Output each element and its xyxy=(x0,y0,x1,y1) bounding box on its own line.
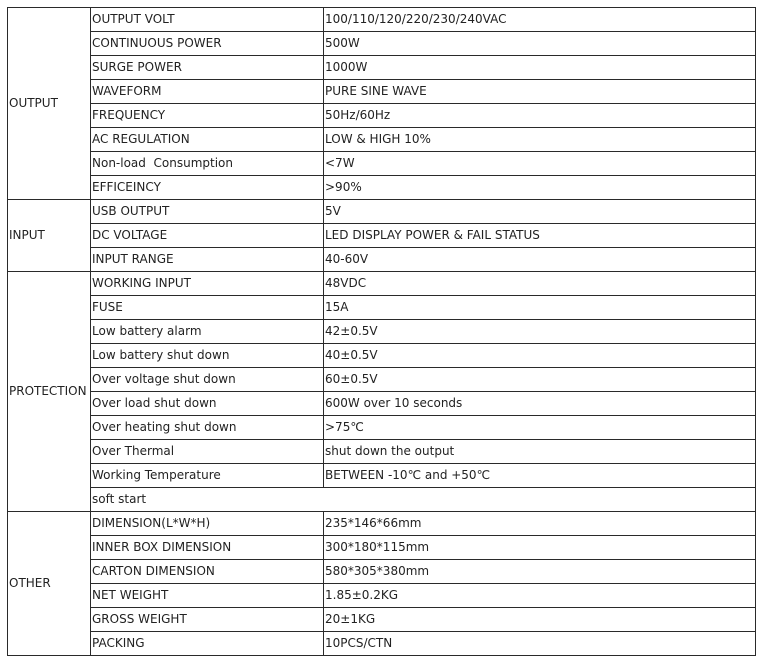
table-row xyxy=(8,608,756,632)
spec-value: shut down the output xyxy=(324,440,756,464)
table-row xyxy=(8,416,756,440)
spec-label: FUSE xyxy=(91,296,324,320)
section-label-other: OTHER xyxy=(8,512,91,656)
spec-value: 50Hz/60Hz xyxy=(324,104,756,128)
table-row xyxy=(8,224,756,248)
spec-value: LOW & HIGH 10% xyxy=(324,128,756,152)
spec-label: Over heating shut down xyxy=(91,416,324,440)
spec-value: 40±0.5V xyxy=(324,344,756,368)
spec-value: 235*146*66mm xyxy=(324,512,756,536)
table-row xyxy=(8,200,756,224)
spec-value: <7W xyxy=(324,152,756,176)
spec-label: Non-load Consumption xyxy=(91,152,324,176)
table-row xyxy=(8,392,756,416)
spec-label: DIMENSION(L*W*H) xyxy=(91,512,324,536)
spec-value: 48VDC xyxy=(324,272,756,296)
table-row xyxy=(8,584,756,608)
spec-value: 300*180*115mm xyxy=(324,536,756,560)
spec-value: 10PCS/CTN xyxy=(324,632,756,656)
spec-label: Low battery shut down xyxy=(91,344,324,368)
spec-label: Over Thermal xyxy=(91,440,324,464)
spec-label: GROSS WEIGHT xyxy=(91,608,324,632)
spec-value: 5V xyxy=(324,200,756,224)
table-row xyxy=(8,344,756,368)
spec-value: >75℃ xyxy=(324,416,756,440)
spec-value: 1.85±0.2KG xyxy=(324,584,756,608)
spec-label: FREQUENCY xyxy=(91,104,324,128)
spec-value: 100/110/120/220/230/240VAC xyxy=(324,8,756,32)
table-row xyxy=(8,104,756,128)
spec-label: AC REGULATION xyxy=(91,128,324,152)
spec-value: 20±1KG xyxy=(324,608,756,632)
table-row xyxy=(8,56,756,80)
section-label-protection: PROTECTION xyxy=(8,272,91,512)
spec-label: CONTINUOUS POWER xyxy=(91,32,324,56)
spec-value: >90% xyxy=(324,176,756,200)
spec-value: PURE SINE WAVE xyxy=(324,80,756,104)
section-label-input: INPUT xyxy=(8,200,91,272)
spec-label: Over voltage shut down xyxy=(91,368,324,392)
table-row xyxy=(8,152,756,176)
spec-label: USB OUTPUT xyxy=(91,200,324,224)
spec-label: INNER BOX DIMENSION xyxy=(91,536,324,560)
table-row xyxy=(8,32,756,56)
spec-value: 600W over 10 seconds xyxy=(324,392,756,416)
spec-label: EFFICEINCY xyxy=(91,176,324,200)
spec-value: 60±0.5V xyxy=(324,368,756,392)
table-row xyxy=(8,272,756,296)
spec-table xyxy=(7,7,756,656)
spec-label: SURGE POWER xyxy=(91,56,324,80)
table-row xyxy=(8,320,756,344)
section-label-output: OUTPUT xyxy=(8,8,91,200)
table-row xyxy=(8,176,756,200)
table-row xyxy=(8,560,756,584)
table-row xyxy=(8,128,756,152)
spec-label: soft start xyxy=(91,488,756,512)
spec-label: WAVEFORM xyxy=(91,80,324,104)
spec-value: 42±0.5V xyxy=(324,320,756,344)
table-row xyxy=(8,440,756,464)
spec-label: CARTON DIMENSION xyxy=(91,560,324,584)
spec-label: Working Temperature xyxy=(91,464,324,488)
table-row xyxy=(8,8,756,32)
spec-value: 580*305*380mm xyxy=(324,560,756,584)
spec-value: 15A xyxy=(324,296,756,320)
table-row xyxy=(8,536,756,560)
spec-value: 500W xyxy=(324,32,756,56)
spec-value: BETWEEN -10℃ and +50℃ xyxy=(324,464,756,488)
table-row xyxy=(8,248,756,272)
spec-label: INPUT RANGE xyxy=(91,248,324,272)
table-row xyxy=(8,464,756,488)
spec-label: NET WEIGHT xyxy=(91,584,324,608)
spec-label: Low battery alarm xyxy=(91,320,324,344)
spec-value: 40-60V xyxy=(324,248,756,272)
spec-label: PACKING xyxy=(91,632,324,656)
spec-value: LED DISPLAY POWER & FAIL STATUS xyxy=(324,224,756,248)
spec-value: 1000W xyxy=(324,56,756,80)
table-row xyxy=(8,296,756,320)
table-row xyxy=(8,632,756,656)
table-row xyxy=(8,512,756,536)
spec-label: Over load shut down xyxy=(91,392,324,416)
spec-label: DC VOLTAGE xyxy=(91,224,324,248)
table-row xyxy=(8,80,756,104)
spec-label: WORKING INPUT xyxy=(91,272,324,296)
spec-label: OUTPUT VOLT xyxy=(91,8,324,32)
table-row xyxy=(8,368,756,392)
table-row xyxy=(8,488,756,512)
